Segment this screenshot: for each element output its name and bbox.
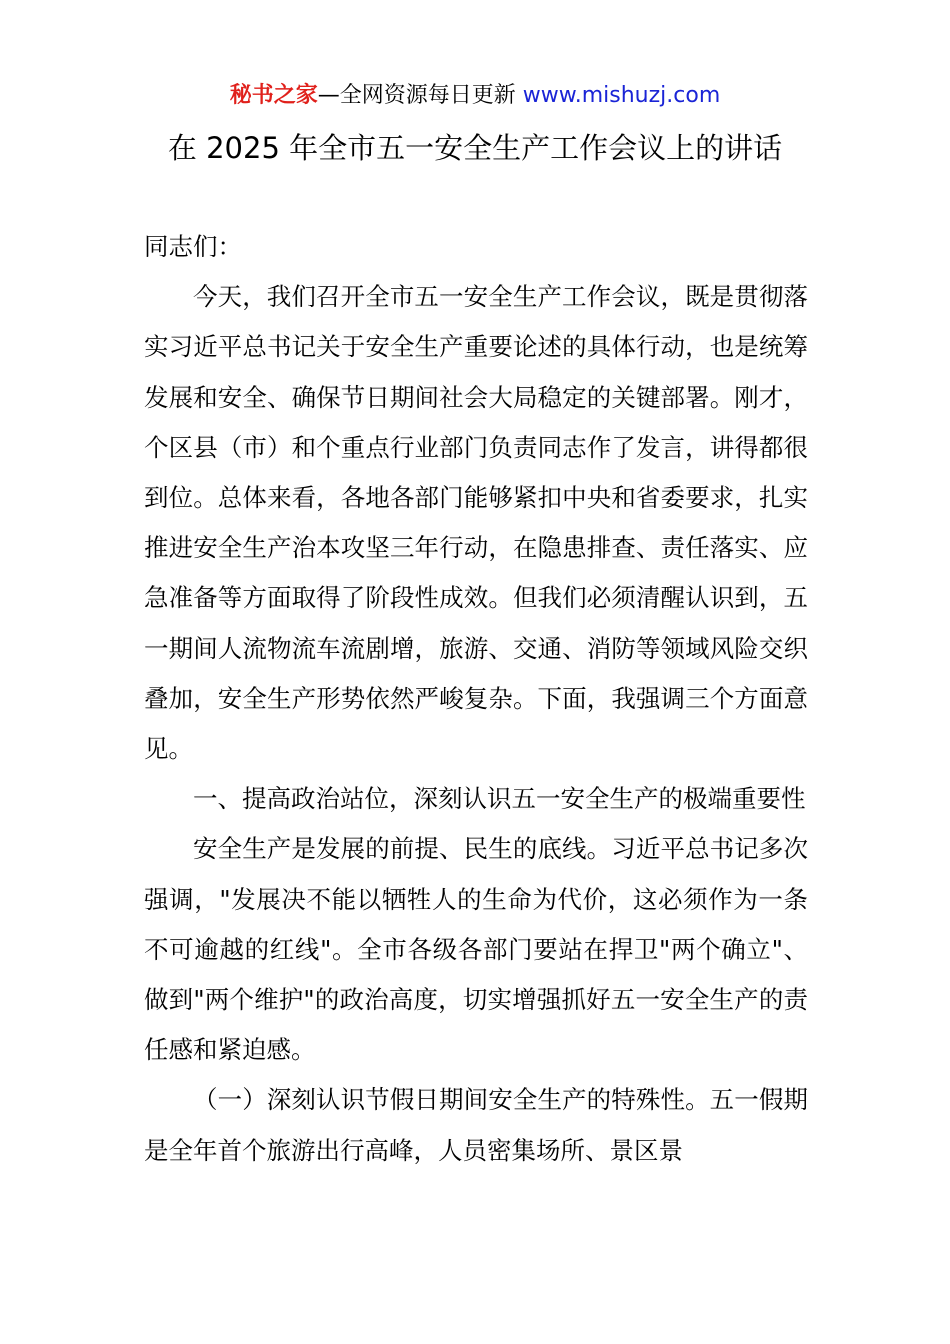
body-paragraph: （一）深刻认识节假日期间安全生产的特殊性。五一假期是全年首个旅游出行高峰，人员密集场所、景区景 [144,1085,808,1165]
section-heading: 一、提高政治站位，深刻认识五一安全生产的极端重要性 [193,784,806,814]
site-header [0,80,950,112]
document-title: 在 2025 年全市五一安全生产工作会议上的讲话 [167,131,783,165]
site-url-link[interactable]: www.mishuzj.com [522,83,721,108]
salutation: 同志们： [144,232,242,261]
body-paragraph: 安全生产是发展的前提、民生的底线。习近平总书记多次强调，"发展决不能以牺牲人的生命为代价，这必须作为一条不可逾越的红线"。全市各级各部门要站在捍卫"两个确立"、做到"两个维护"的政治高度，切实增强抓好五一安全生产的责任感和紧迫感。 [144,834,808,1065]
site-tagline: —全网资源每日更新 [317,83,516,108]
site-brand: 秘书之家 [229,83,318,108]
document-body [144,222,808,1176]
body-paragraph: 今天，我们召开全市五一安全生产工作会议，既是贯彻落实习近平总书记关于安全生产重要论述的具体行动，也是统筹发展和安全、确保节日期间社会大局稳定的关键部署。刚才，个区县（市）和个重点行业部门负责同志作了发言，讲得都很到位。总体来看，各地各部门能够紧扣中央和省委要求，扎实推进安全生产治本攻坚三年行动，在隐患排查、责任落实、应急准备等方面取得了阶段性成效。但我们必须清醒认识到，五一期间人流物流车流剧增，旅游、交通、消防等领域风险交织叠加，安全生产形势依然严峻复杂。下面，我强调三个方面意见。 [144,282,808,764]
